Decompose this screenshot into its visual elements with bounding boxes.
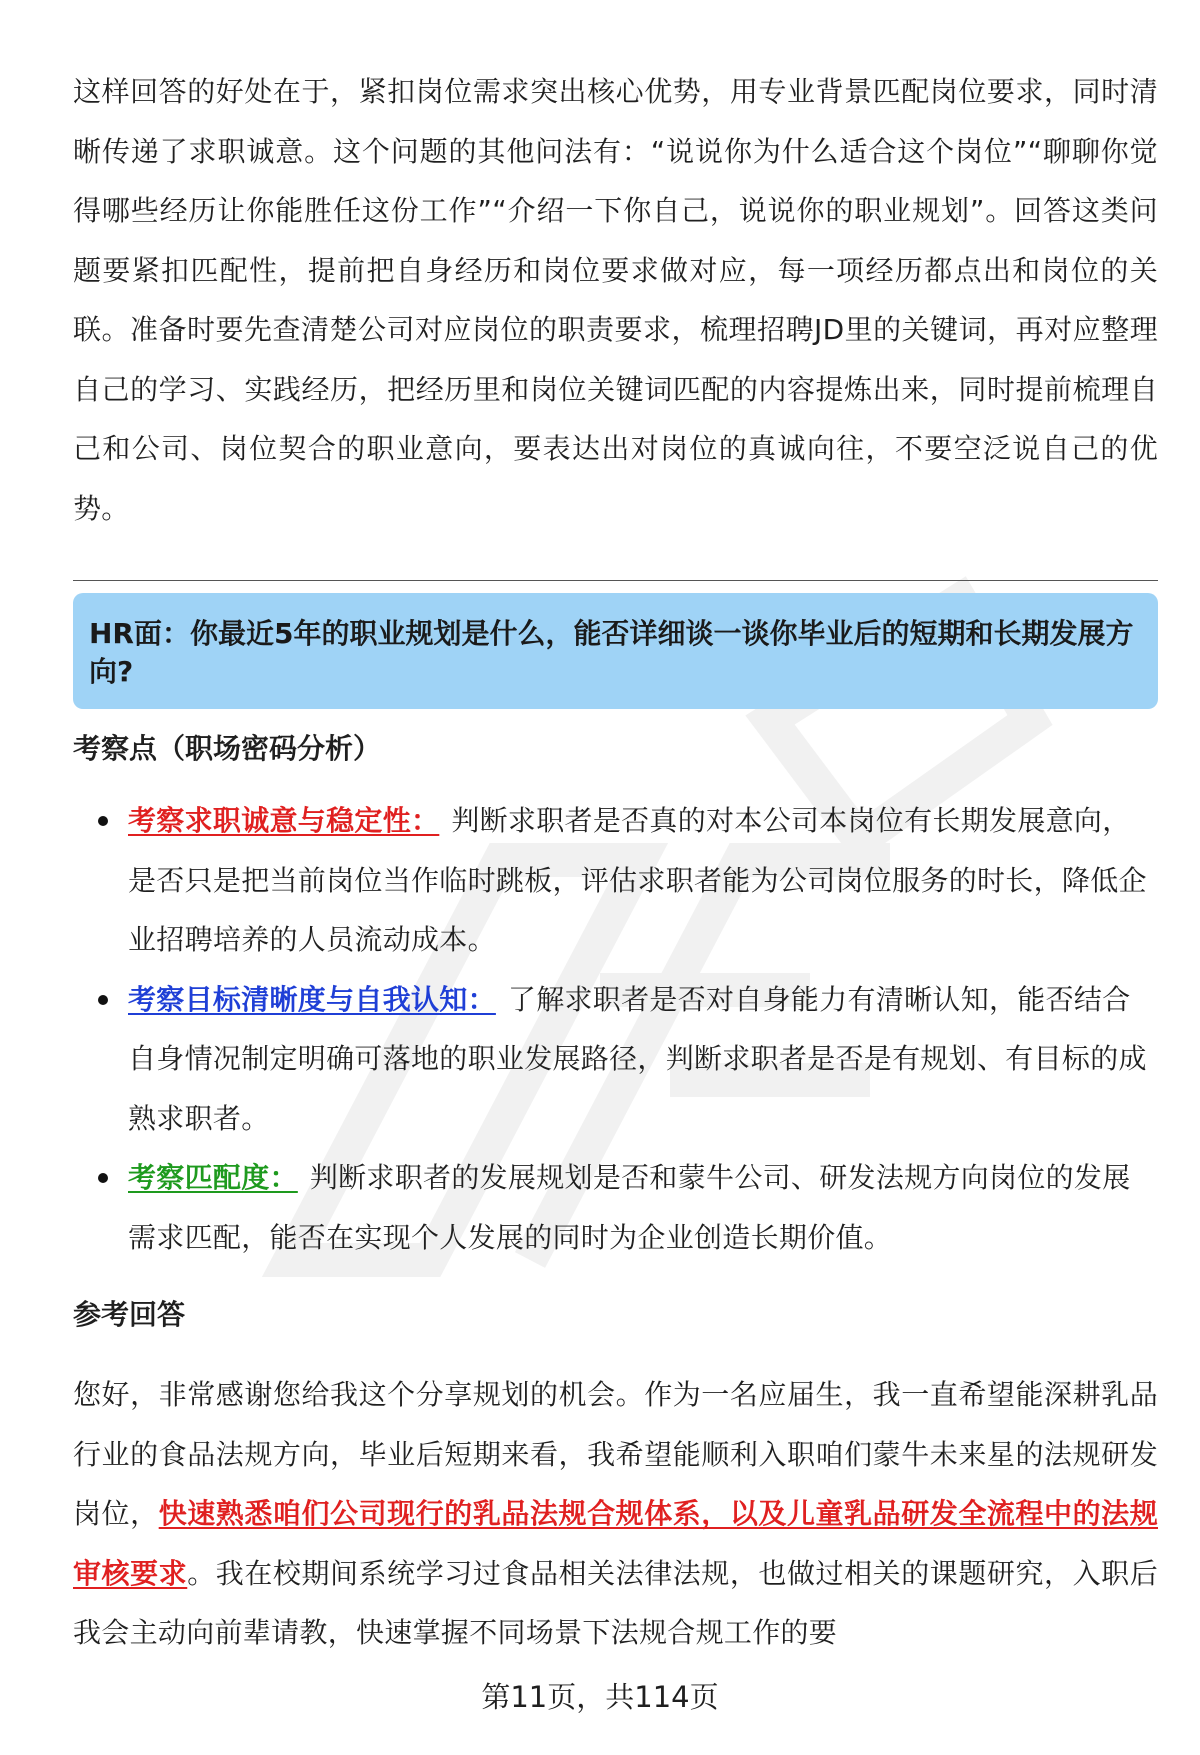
bullet-icon [98, 1173, 108, 1183]
answer-paragraph [73, 1365, 1158, 1663]
intro-paragraph: 这样回答的好处在于，紧扣岗位需求突出核心优势，用专业背景匹配岗位要求，同时清晰传递了求职诚意。这个问题的其他问法有：“说说你为什么适合这个岗位”“聊聊你觉得哪些经历让你能胜任这份工作”“介绍一下你自己，说说你的职业规划”。回答这类问题要紧扣匹配性，提前把自身经历和岗位要求做对应，每一项经历都点出和岗位的关联。准备时要先查清楚公司对应岗位的职责要求，梳理招聘JD里的关键词，再对应整理自己的学习、实践经历，把经历里和岗位关键词匹配的内容提炼出来，同时提前梳理自己和公司、岗位契合的职业意向，要表达出对岗位的真诚向往，不要空泛说自己的优势。 [73, 75, 1158, 525]
point-label: 考察目标清晰度与自我认知： [128, 982, 496, 1016]
document-page [73, 62, 1158, 1663]
point-text: 了解求职者是否对自身能力有清晰认知，能否结合自身情况制定明确可落地的职业发展路径，判断求职者是否是有规划、有目标的成熟求职者。 [128, 982, 1147, 1135]
list-item [73, 791, 1158, 970]
point-label: 考察求职诚意与稳定性： [128, 804, 440, 837]
analysis-heading: 考察点（职场密码分析） [73, 732, 382, 765]
page-number: 第11页，共114页 [481, 1680, 719, 1714]
answer-text-before: 您好，非常感谢您给我这个分享规划的机会。作为一名应届生，我一直希望能深耕乳品行业的食品法规方向，毕业后短期来看，我希望能顺利入职咱们蒙牛未来星的法规研发岗位， [73, 1378, 1158, 1530]
point-text: 判断求职者是否真的对本公司本岗位有长期发展意向，是否只是把当前岗位当作临时跳板，评估求职者能为公司岗位服务的时长，降低企业招聘培养的人员流动成本。 [128, 804, 1147, 956]
section-divider [73, 580, 1158, 581]
point-label: 考察匹配度： [128, 1161, 298, 1194]
list-item [73, 1148, 1158, 1267]
point-text: 判断求职者的发展规划是否和蒙牛公司、研发法规方向岗位的发展需求匹配，能否在实现个人发展的同时为企业创造长期价值。 [128, 1161, 1131, 1254]
bullet-icon [98, 816, 108, 826]
bullet-icon [98, 995, 108, 1005]
analysis-points-list [73, 791, 1158, 1267]
question-callout [73, 593, 1158, 709]
answer-text-after: 。我在校期间系统学习过食品相关法律法规，也做过相关的课题研究，入职后我会主动向前辈请教，快速掌握不同场景下法规合规工作的要 [73, 1556, 1158, 1649]
question-text: HR面：你最近5年的职业规划是什么，能否详细谈一谈你毕业后的短期和长期发展方向? [89, 617, 1134, 688]
answer-heading: 参考回答 [73, 1298, 186, 1331]
list-item [73, 970, 1158, 1149]
answer-emphasis: 快速熟悉咱们公司现行的乳品法规合规体系，以及儿童乳品研发全流程中的法规审核要求 [73, 1497, 1158, 1590]
